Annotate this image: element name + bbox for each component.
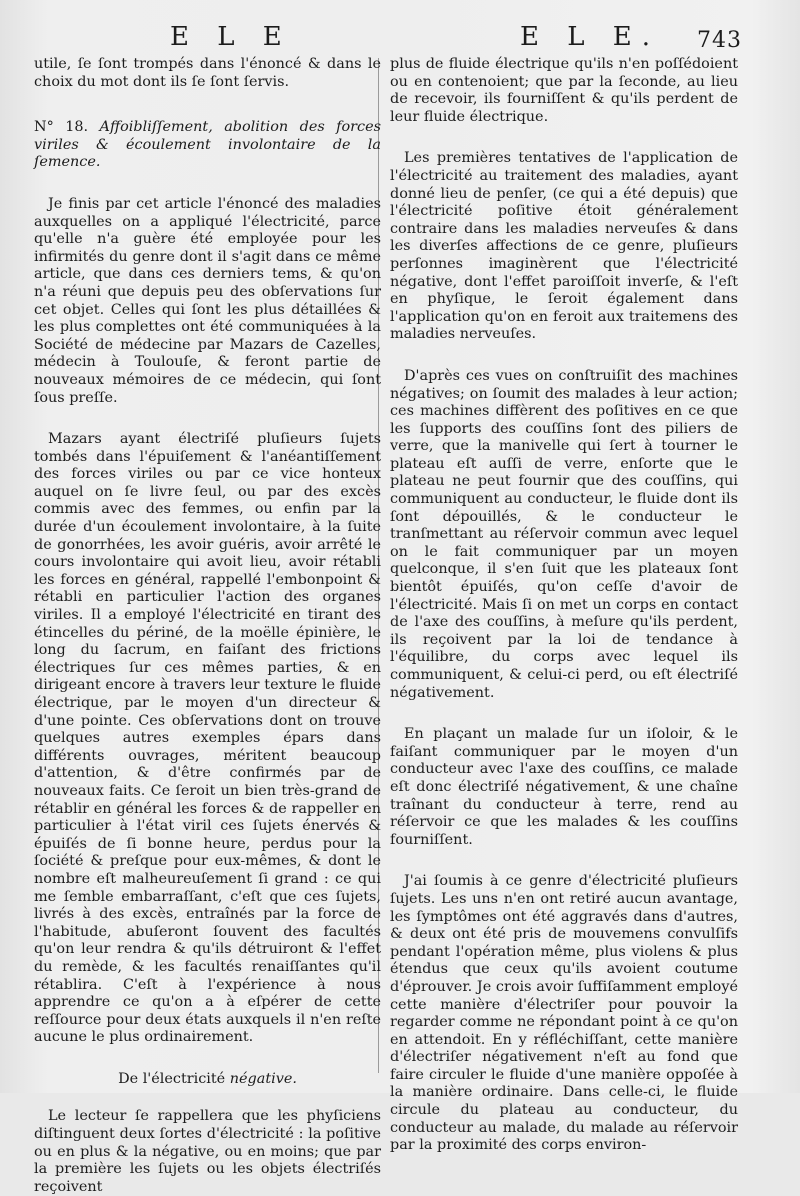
paragraph: Mazars ayant électriſé pluſieurs ſujets tombés dans l'épuiſement & l'anéantiſſement des forces viriles ou par ce vice honteux auquel on ſe livre ſeul, ou par des excès commis avec des femmes, ou enfin par la durée d'un écoulement involontaire, à la ſuite de gonorrhées, les avoir guéris, avoir arrêté le cours involontaire qui avoit lieu, avoir rétabli les forces en général, rappellé l'embonpoint & rétabli en particulier l'action des organes viriles. Il a employé l'électricité en tirant des étincelles du périné, de la moëlle épinière, le long du ſacrum, en faiſant des frictions électriques ſur ces mêmes parties, & en dirigeant encore à travers leur texture le fluide électrique, par le moyen d'un directeur & d'une pointe. Ces obſervations dont on trouve quelques autres exemples épars dans différents ouvrages, méritent beaucoup d'attention, & d'être confirmés par de nouveaux faits. Ce ſeroit un bien très-grand de rétablir en général les forces & de rappeller en particulier à l'état viril ces ſujets énervés & épuiſés de ſi bonne heure, perdus pour la ſociété & preſque pour eux-mêmes, & dont le nombre eſt malheureuſement ſi grand : ce qui me ſemble embarraſſant, c'eſt que ces ſujets, livrés à des excès, entraînés par la force de l'habitude, abuſeront ſouvent des facultés qu'on leur rendra & qu'ils détruiront & l'effet du remède, & les facultés renaiſſantes qu'il rétablira. C'eſt à l'expérience à nous apprendre ce qu'on a à eſpérer de cette reſſource pour deux états auxquels il n'en reſte aucune le plus ordinairement.	[34, 431, 381, 1046]
left-running-head: E L E	[170, 22, 292, 52]
paragraph: J'ai ſoumis à ce genre d'électricité pluſieurs ſujets. Les uns n'en ont retiré aucun avantage, les ſymptômes ont été aggravés dans d'autres, & deux ont été pris de mouvemens convulſifs pendant l'opération même, plus violens & plus étendus que ceux qu'ils avoient coutume d'éprouver. Je crois avoir ſuffiſamment employé cette manière d'électriſer pour pouvoir la regarder comme ne répondant point à ce qu'on en attendoit. En y réfléchiſſant, cette manière d'électriſer négativement n'eſt au fond que faire circuler le fluide d'une manière oppoſée à la manière ordinaire. Dans celle-ci, le fluide circule du plateau au conducteur, du conducteur au malade, du malade au réſervoir par la proximité des corps environ-	[390, 873, 738, 1154]
subheading-italic: négative.	[229, 1070, 297, 1087]
paragraph: Les premières tentatives de l'application de l'électricité au traitement des maladies, ayant donné lieu de penſer, (ce qui a été depuis) que l'électricité poſitive étoit généralement contraire dans les maladies nerveuſes & dans les diverſes affections de ce genre, pluſieurs perſonnes imaginèrent que l'électricité négative, dont l'effet paroiſſoit inverſe, & l'eſt en phyſique, le ſeroit également dans l'application qu'on en feroit aux traitemens des maladies nerveuſes.	[390, 150, 738, 343]
section-heading	[34, 119, 381, 172]
section-title: Affoibliſſement, abolition des forces viriles & écoulement involontaire de la ſemence.	[34, 119, 381, 171]
paragraph: D'après ces vues on conſtruiſit des machines négatives; on ſoumit des malades à leur action; ces machines diffèrent des poſitives en ce que les ſupports des couſſins ſont des piliers de verre, que la manivelle qui ſert à tourner le plateau eſt auſſi de verre, enſorte que le plateau ne peut fournir que des couſſins, qui communiquent au conducteur, le fluide dont ils ſont dépouillés, & le conducteur le tranſmettant au réſervoir commun avec lequel on le fait communiquer par un moyen quelconque, il s'en ſuit que les plateaux ſont bientôt épuiſés, qu'on ceſſe d'avoir de l'électricité. Mais ſi on met un corps en contact de l'axe des couſſins, à meſure qu'ils perdent, ils reçoivent par la loi de tendance à l'équilibre, du corps avec lequel ils communiquent, & celui-ci perd, ou eſt électriſé négativement.	[390, 367, 738, 701]
subheading-text: De l'électricité	[118, 1070, 226, 1087]
paragraph: utile, ſe ſont trompés dans l'énoncé & dans le choix du mot dont ils ſe ſont ſervis.	[34, 56, 381, 90]
page-number: 743	[697, 28, 742, 53]
paragraph: plus de fluide électrique qu'ils n'en poſſédoient ou en contenoient; que par la ſeconde, au lieu de recevoir, ils fourniſſent & qu'ils perdent de leur fluide électrique.	[390, 56, 738, 125]
right-column	[390, 56, 738, 1155]
subheading	[34, 1071, 381, 1089]
paragraph: En plaçant un malade ſur un iſoloir, & le faiſant communiquer par le moyen d'un conducteur avec l'axe des couſſins, ce malade eſt donc électriſé négativement, & une chaîne traînant du conducteur à terre, rend au réſervoir ce que les malades & les couſſins fourniſſent.	[390, 726, 738, 848]
left-column	[34, 56, 381, 1196]
section-number: N° 18.	[34, 119, 89, 136]
right-running-head: E L E.	[520, 22, 661, 52]
paragraph: Le lecteur ſe rappellera que les phyſiciens diſtinguent deux ſortes d'électricité : la poſitive ou en plus & la négative, ou en moins; que par la première les ſujets ou les objets électriſés reçoivent	[34, 1108, 381, 1195]
paragraph: Je finis par cet article l'énoncé des maladies auxquelles on a appliqué l'électricité, parce qu'elle n'a guère été employée pour les infirmités du genre dont il s'agit dans ce même article, que dans ces derniers tems, & qu'on n'a réuni que depuis peu des obſervations ſur cet objet. Celles qui ſont les plus détaillées & les plus complettes ont été communiquées à la Société de médecine par Mazars de Cazelles, médecin à Toulouſe, & feront partie de nouveaux mémoires de ce médecin, qui ſont ſous preſſe.	[34, 195, 381, 406]
